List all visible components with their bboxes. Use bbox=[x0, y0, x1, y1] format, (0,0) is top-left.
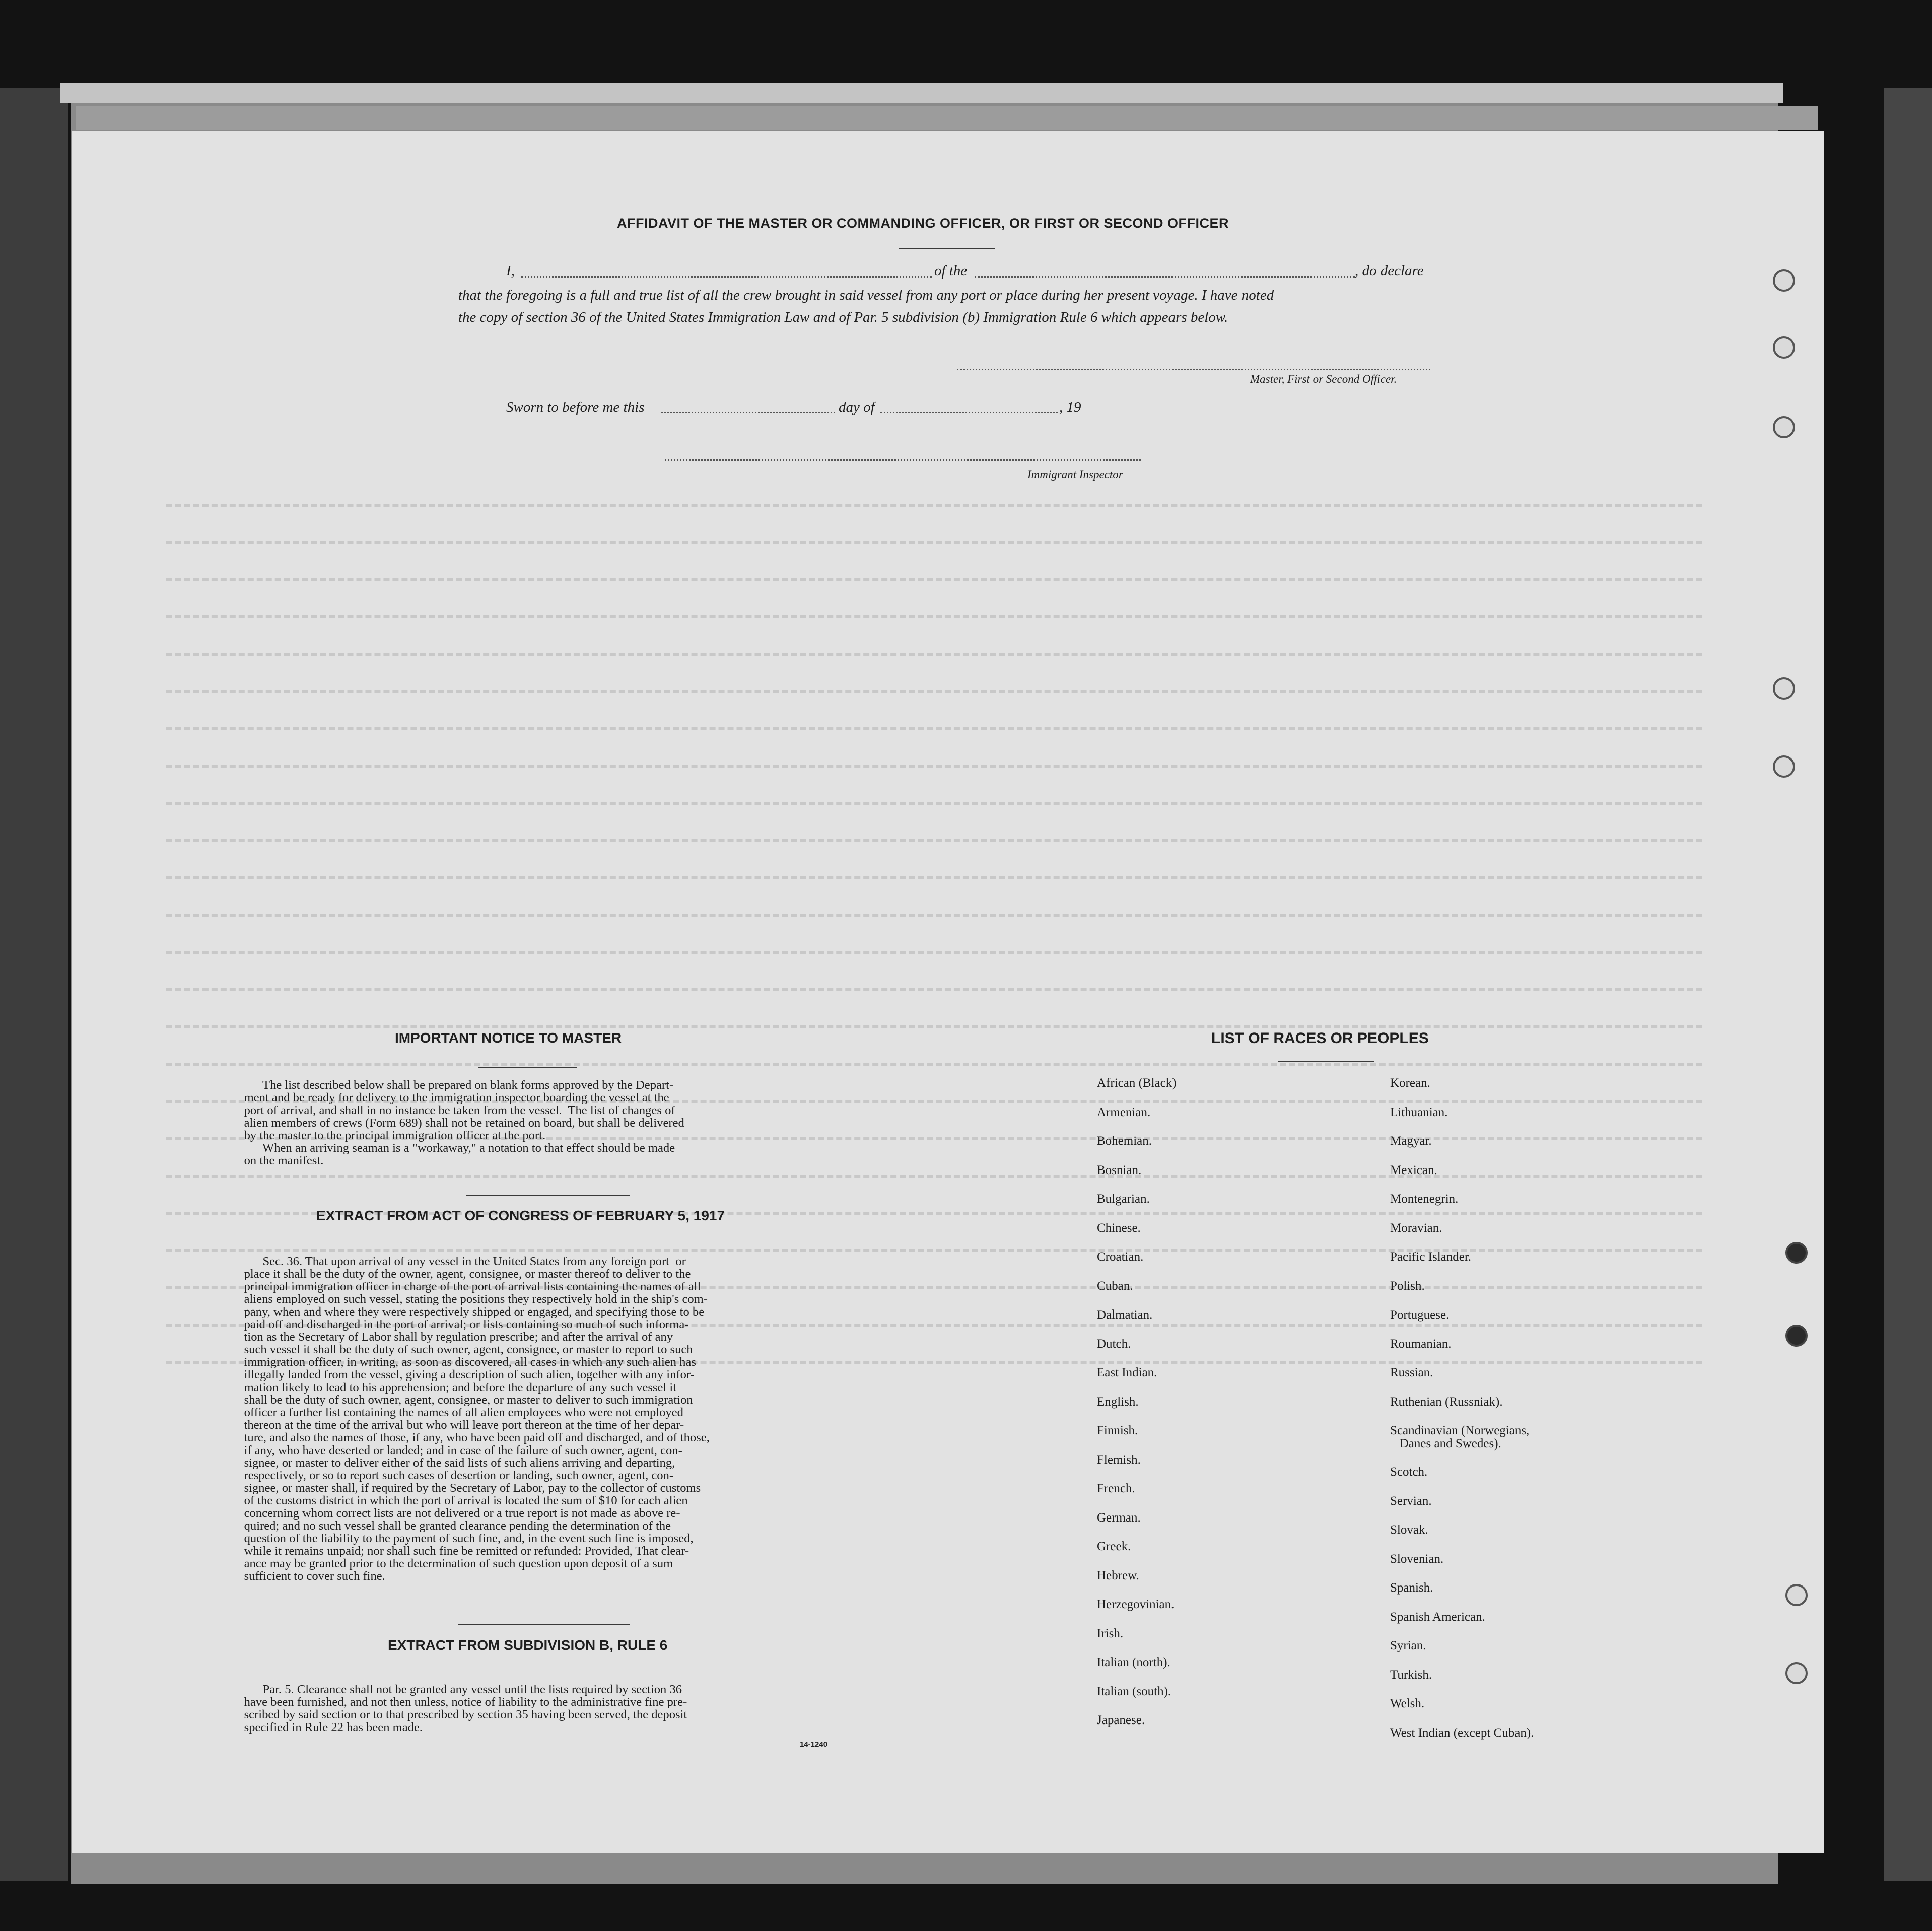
race-right-item: Montenegrin. bbox=[1390, 1192, 1459, 1206]
race-left-item: Dutch. bbox=[1097, 1337, 1131, 1351]
race-right-item: Turkish. bbox=[1390, 1668, 1432, 1682]
vessel-label: of the bbox=[934, 263, 968, 279]
year-label: , 19 bbox=[1059, 399, 1081, 416]
race-left-item: East Indian. bbox=[1097, 1366, 1157, 1380]
race-right-item: Ruthenian (Russniak). bbox=[1390, 1395, 1503, 1409]
race-left-item: Chinese. bbox=[1097, 1221, 1141, 1235]
race-right-item: Moravian. bbox=[1390, 1221, 1442, 1235]
race-left-item: Cuban. bbox=[1097, 1279, 1133, 1293]
bleed-row bbox=[166, 876, 1702, 879]
manifest-page bbox=[72, 131, 1824, 1853]
race-left-item: French. bbox=[1097, 1482, 1135, 1495]
race-left-item: Bosnian. bbox=[1097, 1163, 1142, 1177]
inspector-signature-line bbox=[665, 459, 1141, 461]
bleed-row bbox=[166, 653, 1702, 656]
act-title: EXTRACT FROM ACT OF CONGRESS OF FEBRUARY 5, 1917 bbox=[316, 1208, 725, 1223]
races-underline bbox=[1278, 1061, 1374, 1062]
race-right-item: Roumanian. bbox=[1390, 1337, 1452, 1351]
inspector-label: Immigrant Inspector bbox=[1027, 468, 1123, 481]
vessel-field-line bbox=[975, 276, 1355, 278]
punch-hole bbox=[1785, 1584, 1808, 1606]
race-right-item: Slovenian. bbox=[1390, 1552, 1444, 1566]
bleed-row bbox=[166, 727, 1702, 730]
race-right-item: Magyar. bbox=[1390, 1134, 1432, 1148]
race-right-item: Russian. bbox=[1390, 1366, 1433, 1380]
notice-title: IMPORTANT NOTICE TO MASTER bbox=[395, 1030, 622, 1046]
race-left-item: Italian (north). bbox=[1097, 1656, 1170, 1669]
race-left-item: Croatian. bbox=[1097, 1250, 1144, 1264]
punch-hole bbox=[1773, 416, 1795, 438]
punch-hole bbox=[1773, 755, 1795, 778]
form-number: 14-1240 bbox=[800, 1740, 828, 1749]
race-right-item: Slovak. bbox=[1390, 1523, 1428, 1537]
month-line bbox=[880, 412, 1058, 413]
punch-hole bbox=[1785, 1242, 1808, 1264]
bleed-row bbox=[166, 839, 1702, 842]
page-edge-second bbox=[76, 106, 1818, 130]
punch-hole bbox=[1785, 1325, 1808, 1347]
race-right-item: Pacific Islander. bbox=[1390, 1250, 1472, 1264]
race-right-item: Lithuanian. bbox=[1390, 1105, 1448, 1119]
sworn-day-line bbox=[661, 412, 835, 413]
affidavit-title: AFFIDAVIT OF THE MASTER OR COMMANDING OFFICER, OR FIRST OR SECOND OFFICER bbox=[617, 216, 1229, 231]
bleed-row bbox=[166, 1025, 1702, 1028]
notice-text: The list described below shall be prepared on blank forms approved by the Depart- ment and be ready for delivery to the immigration inspector boarding the vessel at the port of arrival, and shall in no instance be taken from the vessel. The list of changes of alien members of crews (Form 689) shall not be retained on board, but shall be delivered by the master to the principal immigration officer at the port. When an arriving seaman is a "workaway," a notation to that effect should be made on the manifest. bbox=[244, 1078, 684, 1167]
binder-edge-right bbox=[1884, 88, 1932, 1881]
race-left-item: German. bbox=[1097, 1510, 1141, 1525]
race-left-item: African (Black) bbox=[1097, 1076, 1177, 1090]
bleed-row bbox=[166, 690, 1702, 693]
punch-hole bbox=[1785, 1662, 1808, 1684]
bleed-row bbox=[166, 541, 1702, 544]
race-left-item: English. bbox=[1097, 1395, 1139, 1409]
race-left-item: Herzegovinian. bbox=[1097, 1598, 1175, 1611]
race-right-item: Mexican. bbox=[1390, 1163, 1437, 1177]
bleed-row bbox=[166, 504, 1702, 507]
race-left-item: Bulgarian. bbox=[1097, 1192, 1150, 1206]
affidavit-text-line: the copy of section 36 of the United States Immigration Law and of Par. 5 subdivision (b) Immigration Rule 6 which appears below. bbox=[458, 309, 1228, 325]
title-underline bbox=[899, 248, 995, 249]
bleed-row bbox=[166, 1063, 1702, 1066]
bleed-row bbox=[166, 988, 1702, 991]
punch-hole bbox=[1773, 336, 1795, 359]
race-right-item: Servian. bbox=[1390, 1494, 1432, 1508]
bleed-row bbox=[166, 765, 1702, 768]
race-left-item: Hebrew. bbox=[1097, 1568, 1139, 1582]
punch-hole bbox=[1773, 677, 1795, 700]
bleed-row bbox=[166, 914, 1702, 917]
race-left-item: Japanese. bbox=[1097, 1713, 1145, 1727]
page-edge-top bbox=[60, 83, 1783, 103]
punch-hole bbox=[1773, 269, 1795, 292]
race-right-item: Portuguese. bbox=[1390, 1308, 1450, 1322]
race-right-item: Scandinavian (Norwegians, Danes and Swedes). bbox=[1390, 1424, 1530, 1451]
race-right-item: West Indian (except Cuban). bbox=[1390, 1726, 1534, 1740]
race-right-item: Syrian. bbox=[1390, 1639, 1426, 1652]
master-signature-line bbox=[957, 369, 1430, 370]
master-signature-label: Master, First or Second Officer. bbox=[1250, 373, 1397, 385]
race-right-item: Polish. bbox=[1390, 1279, 1425, 1293]
rule-title: EXTRACT FROM SUBDIVISION B, RULE 6 bbox=[388, 1637, 668, 1653]
races-title: LIST OF RACES OR PEOPLES bbox=[1211, 1030, 1429, 1047]
act-section-36-text: Sec. 36. That upon arrival of any vessel in the United States from any foreign port or place it shall be the duty of the owner, agent, consignee, or master thereof to deliver to the principal immigration officer in charge of the port of arrival lists containing the names of all aliens employed on such vessel, stating the positions they respectively hold in the ship's com- pany, when and where they were respectively shipped or engaged, and specifying those to be paid off and discharged in the port of arrival; or lists containing so much of such informa- tion as the Secretary of Labor shall by regulation prescribe; and after the arrival of any such vessel it shall be the duty of such owner, agent, consignee, or master to report to such immigration officer, in writing, as soon as discovered, all cases in which any such alien has illegally landed from the vessel, giving a description of such alien, together with any infor- mation likely to lead to his apprehension; and before the departure of any such vessel it shall be the duty of such owner, agent, consignee, or master to deliver to such immigration officer a further list containing the names of all alien employees who were not employed thereon at the time of the arrival but who will leave port thereon at the time of her depar- ture, and also the names of those, if any, who have been paid off and discharged, and of those, if any, who have deserted or landed; and in case of the failure of such owner, agent, con- signee, or master to deliver either of the said lists of such aliens arriving and departing, respectively, or so to report such cases of desertion or landing, such owner, agent, con- signee, or master shall, if required by the Secretary of Labor, pay to the collector of customs of the customs district in which the port of arrival is located the sum of $10 for each alien concerning whom correct lists are not delivered or a true report is not made as above re- quired; and no such vessel shall be granted clearance pending the determination of the question of the liability to the payment of such fine, and, in the event such fine is imposed, while it remains unpaid; nor shall such fine be remitted or refunded: Provided, That clear- ance may be granted prior to the determination of such question upon deposit of a sum sufficient to cover such fine. bbox=[244, 1255, 710, 1583]
race-right-item: Welsh. bbox=[1390, 1697, 1425, 1710]
sworn-label: Sworn to before me this bbox=[506, 399, 645, 416]
bleed-row bbox=[166, 951, 1702, 954]
race-left-item: Greek. bbox=[1097, 1540, 1131, 1553]
notice-underline bbox=[478, 1067, 577, 1068]
race-left-item: Armenian. bbox=[1097, 1105, 1151, 1119]
name-field-line bbox=[521, 276, 932, 278]
race-right-item: Korean. bbox=[1390, 1076, 1430, 1090]
race-left-item: Irish. bbox=[1097, 1626, 1124, 1640]
race-left-item: Bohemian. bbox=[1097, 1134, 1152, 1148]
declare-label: , do declare bbox=[1355, 263, 1424, 279]
race-right-item: Spanish American. bbox=[1390, 1610, 1485, 1624]
name-label: I, bbox=[506, 263, 515, 279]
race-left-item: Italian (south). bbox=[1097, 1684, 1171, 1698]
race-left-item: Flemish. bbox=[1097, 1453, 1141, 1467]
rule-6-text: Par. 5. Clearance shall not be granted any vessel until the lists required by section 36 have been furnished, and not then unless, notice of liability to the administrative fine pre- scribed by said section or to that prescribed by section 35 having been served, the deposit specified in Rule 22 has been made. bbox=[244, 1683, 687, 1734]
section-divider bbox=[458, 1624, 630, 1625]
race-right-item: Spanish. bbox=[1390, 1581, 1433, 1595]
bleed-row bbox=[166, 802, 1702, 805]
bleed-row bbox=[166, 1175, 1702, 1178]
bleed-row bbox=[166, 1249, 1702, 1252]
section-divider bbox=[466, 1195, 630, 1196]
race-right-item: Scotch. bbox=[1390, 1465, 1428, 1479]
binder-edge-left bbox=[0, 88, 68, 1881]
day-of-label: day of bbox=[839, 399, 875, 416]
race-left-item: Finnish. bbox=[1097, 1424, 1138, 1437]
affidavit-text-line: that the foregoing is a full and true list of all the crew brought in said vessel from any port or place during her present voyage. I have noted bbox=[458, 287, 1274, 303]
bleed-row bbox=[166, 615, 1702, 618]
bleed-row bbox=[166, 578, 1702, 581]
race-left-item: Dalmatian. bbox=[1097, 1308, 1153, 1322]
